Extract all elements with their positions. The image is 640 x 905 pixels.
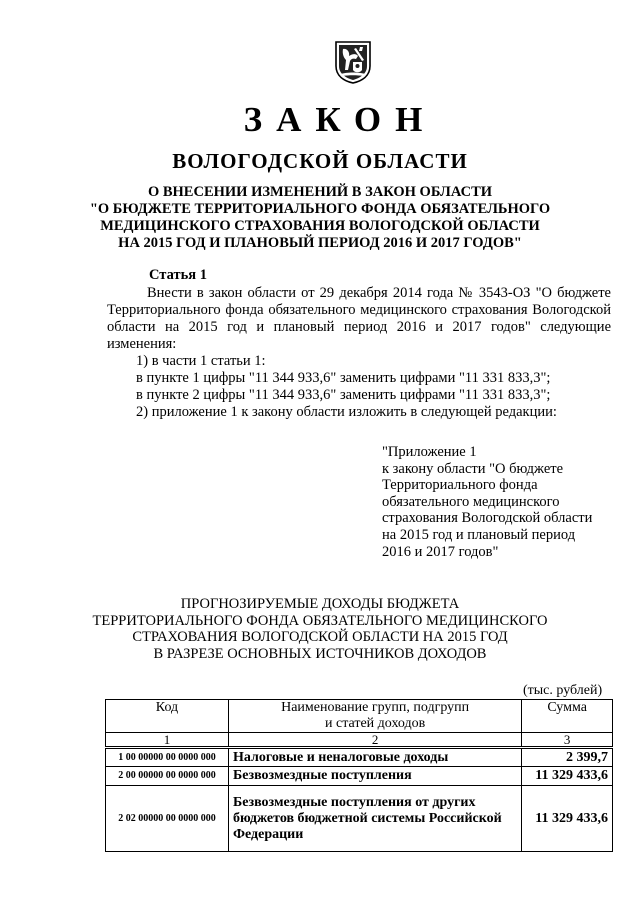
table-header-row <box>106 700 613 733</box>
header-code: Код <box>106 700 229 733</box>
coat-of-arms-icon <box>334 40 372 84</box>
appendix-line: на 2015 год и плановый период <box>382 526 576 543</box>
forecast-title <box>0 596 640 662</box>
appendix-line: "Приложение 1 <box>382 444 477 460</box>
appendix-line: обязательного медицинского <box>382 493 560 510</box>
row-sum: 11 329 433,6 <box>522 767 613 786</box>
column-number: 3 <box>522 733 613 748</box>
forecast-title-line: ПРОГНОЗИРУЕМЫЕ ДОХОДЫ БЮДЖЕТА <box>180 596 460 612</box>
row-name: Налоговые и неналоговые доходы <box>228 748 521 767</box>
article-item: в пункте 2 цифры "11 344 933,6" заменить цифрами "11 331 833,3"; <box>136 387 551 403</box>
law-heading: ЗАКОН <box>243 100 437 139</box>
law-title-line: О ВНЕСЕНИИ ИЗМЕНЕНИЙ В ЗАКОН ОБЛАСТИ <box>147 184 493 200</box>
revenue-table <box>105 699 613 852</box>
row-sum: 11 329 433,6 <box>522 786 613 852</box>
column-number-row <box>106 733 613 748</box>
table-row <box>106 786 613 852</box>
row-name: Безвозмездные поступления <box>228 767 521 786</box>
appendix-note <box>382 444 612 560</box>
forecast-title-line: В РАЗРЕЗЕ ОСНОВНЫХ ИСТОЧНИКОВ ДОХОДОВ <box>153 645 487 662</box>
table-row <box>106 767 613 786</box>
header-sum: Сумма <box>522 700 613 733</box>
article-intro: Внести в закон области от 29 декабря 2014 года № 3543-ОЗ "О бюджете Территориального фонда обязательного медицинского страхования Вологодской области на 2015 год и плановый период 2016 и 2017 годов" следующие изменения: <box>107 285 611 352</box>
article-body <box>107 285 611 421</box>
row-code: 2 02 00000 00 0000 000 <box>106 786 229 852</box>
units-label: (тыс. рублей) <box>523 683 603 698</box>
law-title-line: "О БЮДЖЕТЕ ТЕРРИТОРИАЛЬНОГО ФОНДА ОБЯЗАТЕЛЬНОГО <box>89 201 551 217</box>
row-sum: 2 399,7 <box>522 748 613 767</box>
row-code: 2 00 00000 00 0000 000 <box>106 767 229 786</box>
forecast-title-line: СТРАХОВАНИЯ ВОЛОГОДСКОЙ ОБЛАСТИ НА 2015 ГОД <box>132 629 508 646</box>
forecast-title-line: ТЕРРИТОРИАЛЬНОГО ФОНДА ОБЯЗАТЕЛЬНОГО МЕДИЦИНСКОГО <box>92 612 548 629</box>
article-item: 2) приложение 1 к закону области изложить в следующей редакции: <box>136 404 557 420</box>
appendix-line: к закону области "О бюджете <box>382 460 564 477</box>
row-code: 1 00 00000 00 0000 000 <box>106 748 229 767</box>
appendix-line: страхования Вологодской области <box>382 510 593 527</box>
header-name <box>228 700 521 733</box>
column-number: 1 <box>106 733 229 748</box>
header-name-line: и статей доходов <box>325 716 426 731</box>
law-title <box>0 184 640 252</box>
column-number: 2 <box>228 733 521 748</box>
article-item: 1) в части 1 статьи 1: <box>136 353 266 369</box>
region-heading: ВОЛОГОДСКОЙ ОБЛАСТИ <box>172 149 468 173</box>
appendix-line: Территориального фонда <box>382 477 538 494</box>
law-title-line: НА 2015 ГОД И ПЛАНОВЫЙ ПЕРИОД 2016 И 2017 ГОДОВ" <box>118 235 522 251</box>
article-item: в пункте 1 цифры "11 344 933,6" заменить цифрами "11 331 833,3"; <box>136 370 551 386</box>
row-name: Безвозмездные поступления от других бюджетов бюджетной системы Российской Федерации <box>228 786 521 852</box>
article-title: Статья 1 <box>149 267 207 283</box>
table-row <box>106 748 613 767</box>
law-title-line: МЕДИЦИНСКОГО СТРАХОВАНИЯ ВОЛОГОДСКОЙ ОБЛАСТИ <box>100 218 540 234</box>
header-name-line: Наименование групп, подгрупп <box>281 700 470 715</box>
appendix-line: 2016 и 2017 годов" <box>382 543 499 560</box>
